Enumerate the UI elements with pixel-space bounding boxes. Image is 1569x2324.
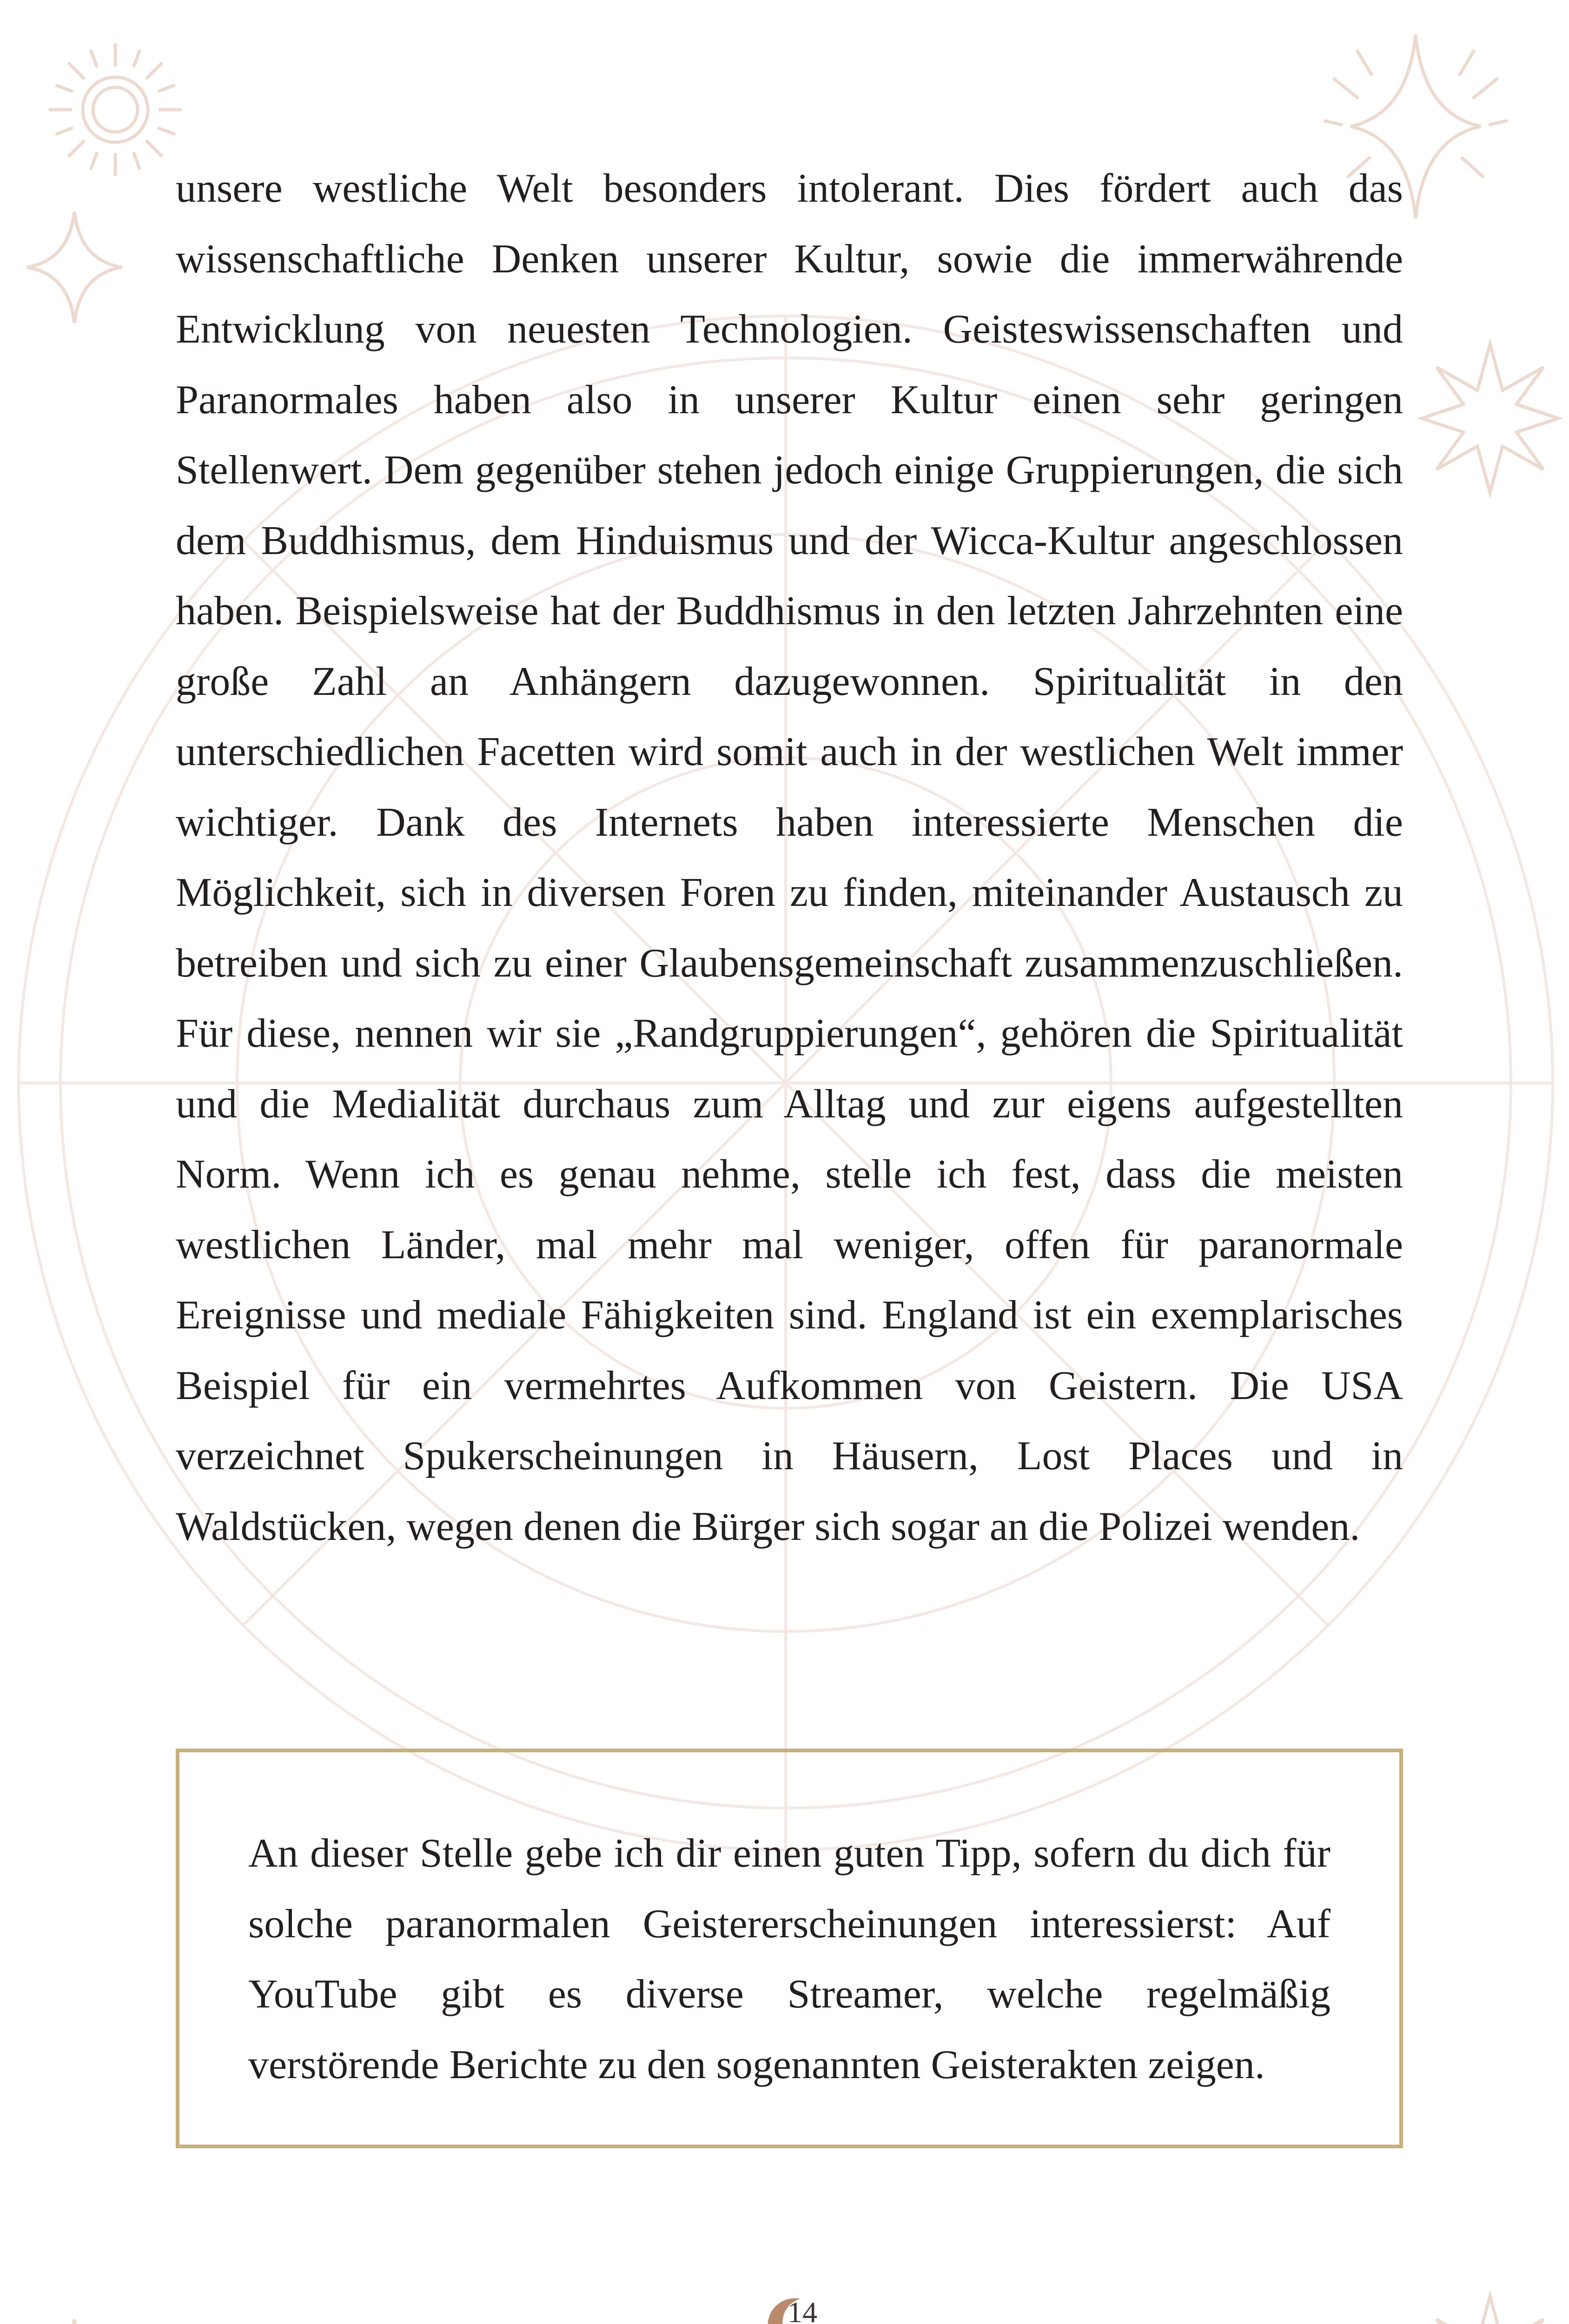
sparkle-star-icon <box>1422 344 1558 493</box>
page-footer <box>758 2291 828 2324</box>
sun-icon <box>50 45 180 175</box>
tip-box <box>176 1749 1403 2148</box>
sparkle-star-icon <box>27 211 122 323</box>
tip-text: An dieser Stelle gebe ich dir einen guten Tipp, sofern du dich für solche paranormalen Geistererscheinungen interessierst: Auf YouTube gibt es diverse Streamer, welche regelmäßig verstörende Berichte zu den sogenannten Geisterakten zeigen. <box>248 1831 1331 2087</box>
body-paragraph: unsere westliche Welt besonders intolerant. Dies fördert auch das wissenschaftliche Denken unserer Kultur, sowie die immerwährende Entwicklung von neuesten Technologien. Geisteswissenschaften und Paranormales haben also in unserer Kultur einen sehr geringen Stellenwert. Dem gegenüber stehen jedoch einige Gruppierungen, die sich dem Buddhismus, dem Hinduismus und der Wicca-Kultur angeschlossen haben. Beispielsweise hat der Buddhismus in den letzten Jahrzehnten eine große Zahl an Anhängern dazugewonnen. Spiritualität in den unterschiedlichen Facetten wird somit auch in der westlichen Welt immer wichtiger. Dank des Internets haben interessierte Menschen die Möglichkeit, sich in diversen Foren zu finden, miteinander Austausch zu betreiben und sich zu einer Glaubensgemeinschaft zusammenzuschließen. Für diese, nennen wir sie „Randgruppierungen“, gehören die Spiritualität und die Medialität durchaus zum Alltag und zur eigens aufgestellten Norm. Wenn ich es genau nehme, stelle ich fest, dass die meisten westlichen Länder, mal mehr mal weniger, offen für paranormale Ereignisse und mediale Fähigkeiten sind. England ist ein exemplarisches Beispiel für ein vermehrtes Aufkommen von Geistern. Die USA verzeichnet Spukerscheinungen in Häusern, Lost Places und in Waldstücken, wegen denen die Bürger sich sogar an die Polizei wenden. <box>176 166 1403 1549</box>
page-number: 14 <box>788 2296 817 2324</box>
sparkle-star-icon <box>27 2319 122 2324</box>
sparkle-star-icon <box>1422 2296 1558 2324</box>
